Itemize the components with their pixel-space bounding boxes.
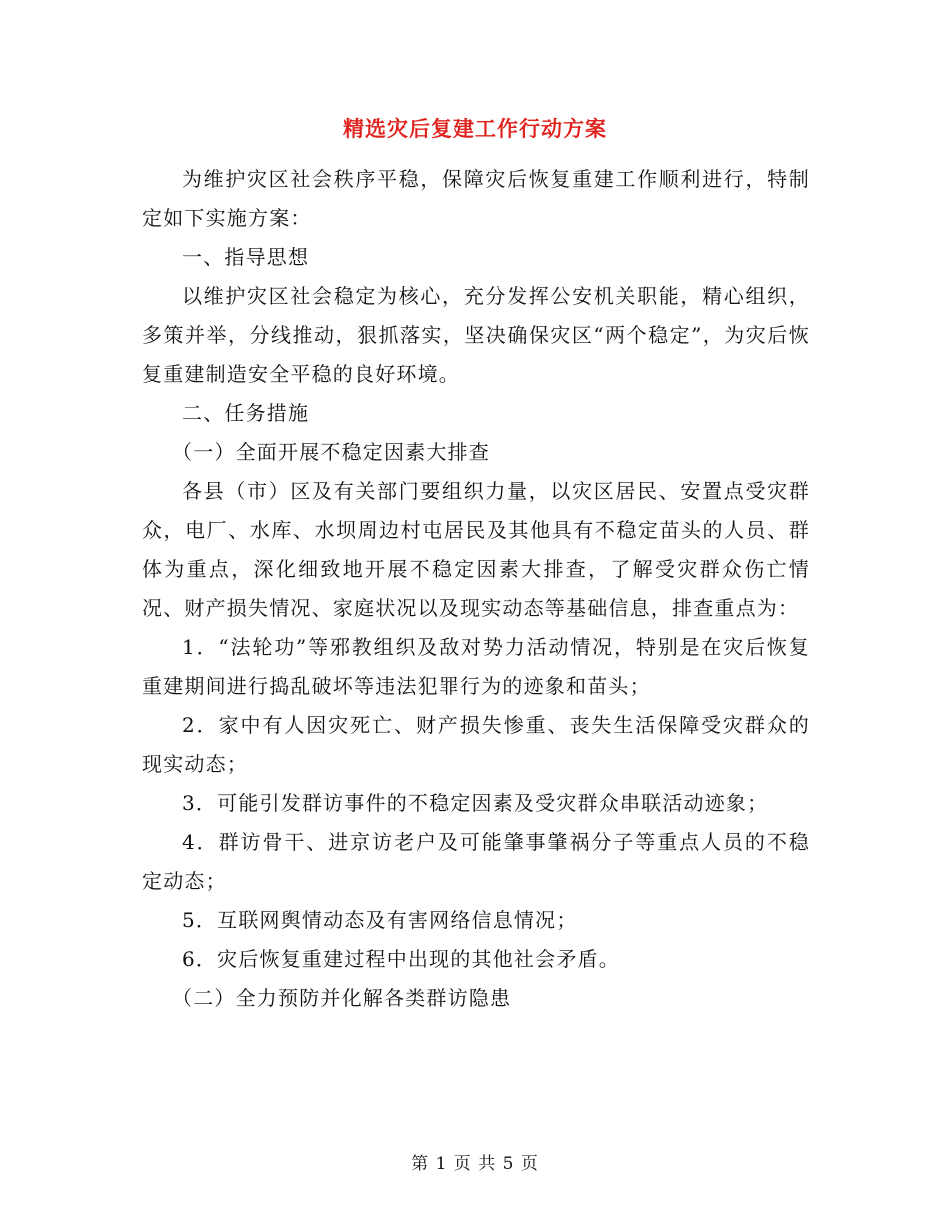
page-number-footer: 第 1 页 共 5 页 xyxy=(411,1154,539,1174)
intro-paragraph: 为维护灾区社会秩序平稳，保障灾后恢复重建工作顺利进行，特制定如下实施方案： xyxy=(142,167,810,230)
list-item-2: 2．家中有人因灾死亡、财产损失惨重、丧失生活保障受灾群众的现实动态； xyxy=(142,713,810,776)
subsection-heading-prevention: （二）全力预防并化解各类群访隐患 xyxy=(172,986,512,1010)
list-item-4: 4．群访骨干、进京访老户及可能肇事肇祸分子等重点人员的不稳定动态； xyxy=(142,830,810,893)
subsection-heading-investigation: （一）全面开展不稳定因素大排查 xyxy=(172,440,490,464)
list-item-3: 3．可能引发群访事件的不稳定因素及受灾群众串联活动迹象； xyxy=(182,791,769,815)
investigation-paragraph: 各县（市）区及有关部门要组织力量，以灾区居民、安置点受灾群众，电厂、水库、水坝周边村屯居民及其他具有不稳定苗头的人员、群体为重点，深化细致地开展不稳定因素大排查，了解受灾群众伤亡情况、财产损失情况、家庭状况以及现实动态等基础信息，排查重点为： xyxy=(142,479,810,620)
list-item-6: 6．灾后恢复重建过程中出现的其他社会矛盾。 xyxy=(182,947,620,971)
document-body xyxy=(142,160,810,1018)
list-item-1: 1．“法轮功”等邪教组织及敌对势力活动情况，特别是在灾后恢复重建期间进行捣乱破坏等违法犯罪行为的迹象和苗头； xyxy=(142,635,810,698)
list-item-5: 5．互联网舆情动态及有害网络信息情况； xyxy=(182,908,578,932)
guiding-thought-paragraph: 以维护灾区社会稳定为核心，充分发挥公安机关职能，精心组织，多策并举，分线推动，狠抓落实，坚决确保灾区“两个稳定”，为灾后恢复重建制造安全平稳的良好环境。 xyxy=(142,284,810,386)
document-title: 精选灾后复建工作行动方案 xyxy=(343,116,607,141)
section-heading-guiding-thought: 一、指导思想 xyxy=(182,245,310,269)
section-heading-task-measures: 二、任务措施 xyxy=(182,401,310,425)
